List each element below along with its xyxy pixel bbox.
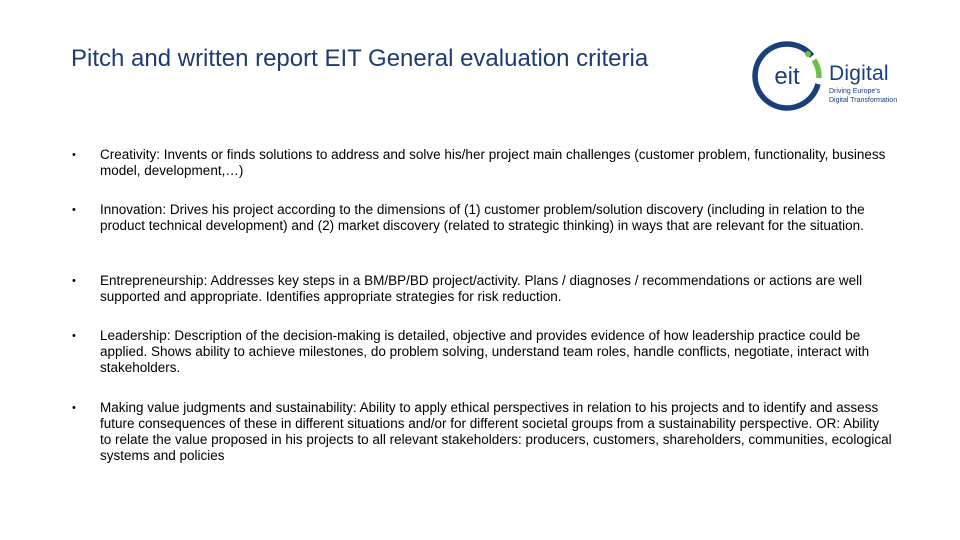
logo-tagline-line1: Driving Europe's: [829, 88, 881, 95]
criterion-term: Making value judgments and sustainability: [100, 400, 353, 415]
logo-tagline: [829, 88, 897, 105]
bullet-point: •: [72, 330, 76, 342]
bullet-point: •: [72, 149, 76, 161]
eit-logo-mark-icon: [752, 40, 824, 112]
criterion-description: : Addresses key steps in a BM/BP/BD project/activity. Plans / diagnoses / recommendations or actions are well supported and appropriate. Identifies appropriate strategies for risk reduction.: [100, 273, 863, 304]
page-title: Pitch and written report EIT General evaluation criteria: [71, 45, 649, 72]
criterion-text: [100, 147, 892, 179]
criterion-text: [100, 400, 892, 464]
criterion-text: [100, 328, 892, 376]
criterion-description: : Description of the decision-making is detailed, objective and provides evidence of how leadership practice could be applied. Shows ability to achieve milestones, do problem solving, understand team roles, handle conflicts, negotiate, interact with stakeholders.: [100, 328, 870, 375]
criterion-term: Innovation: [100, 202, 163, 217]
criterion-text: [100, 273, 892, 305]
criterion-term: Creativity: [100, 147, 157, 162]
eit-digital-logo: [752, 40, 902, 112]
criterion-text: [100, 202, 892, 234]
criterion-term: Entrepreneurship: [100, 273, 204, 288]
logo-wordmark: Digital: [829, 62, 889, 85]
criterion-description: : Invents or finds solutions to address and solve his/her project main challenges (customer problem, functionality, business model, development,…): [100, 147, 886, 178]
bullet-point: •: [72, 275, 76, 287]
logo-tagline-line2: Digital Transformation: [829, 96, 898, 104]
bullet-point: •: [72, 204, 76, 216]
criterion-description: : Drives his project according to the dimensions of (1) customer problem/solution discovery (including in relation to the product technical development) and (2) market discovery (related to strategic thinking) in ways that are relevant for the situation.: [100, 202, 865, 233]
logo-mark-text: eit: [774, 63, 800, 90]
criterion-term: Leadership: [100, 328, 167, 343]
bullet-point: •: [72, 402, 76, 414]
criterion-description: : Ability to apply ethical perspectives in relation to his projects and to identify and assess future consequences of these in different situations and/or for different societal groups from a sustainability perspective. OR: Ability to relate the value proposed in his projects to all relevant stakeholders: producers, customers, shareholders, communities, ecological systems and policies: [100, 400, 892, 463]
